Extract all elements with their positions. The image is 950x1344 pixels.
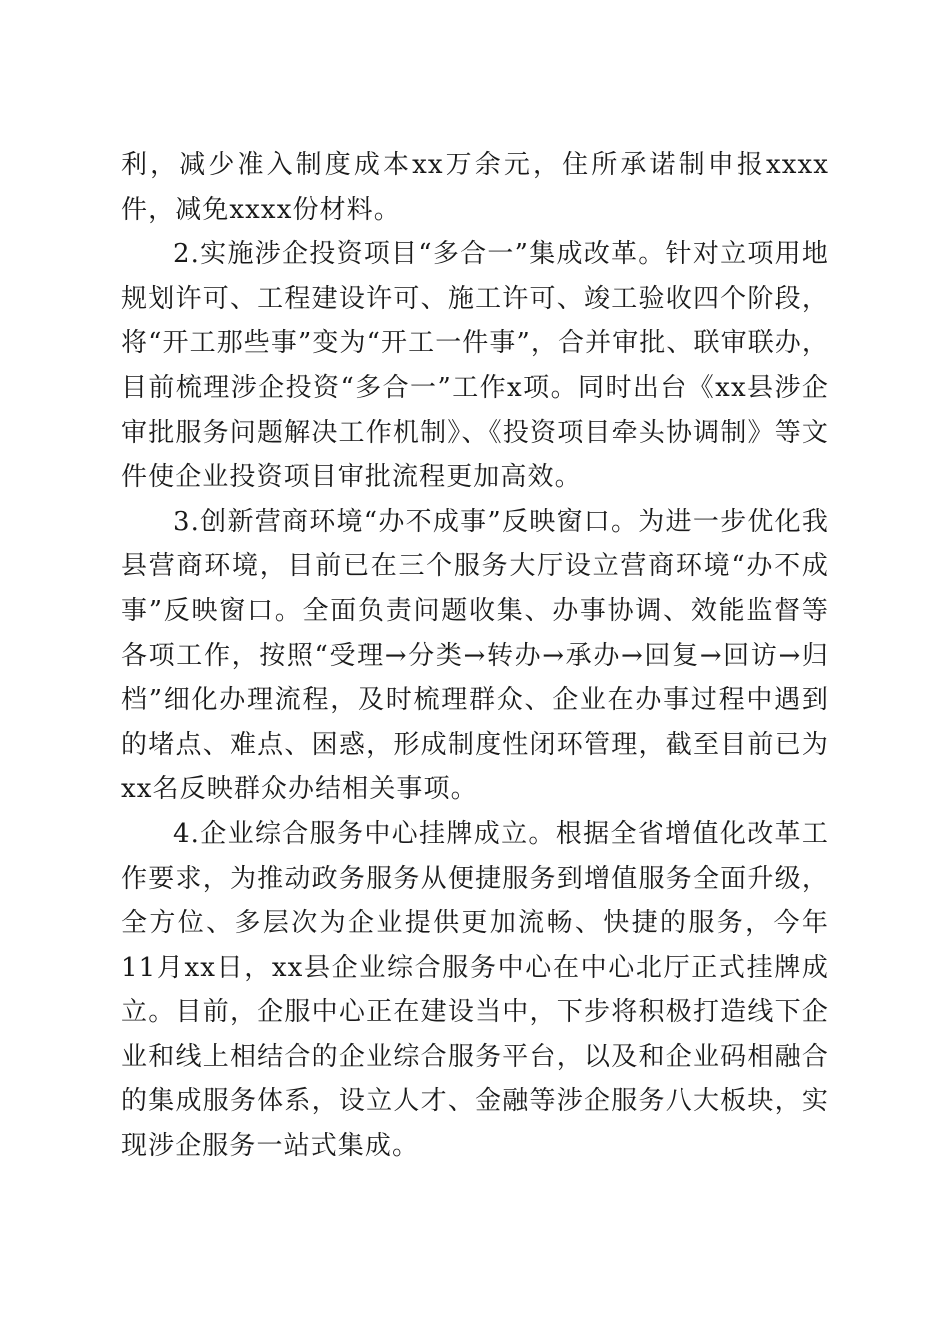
paragraph-item-2: 2.实施涉企投资项目“多合一”集成改革。针对立项用地规划许可、工程建设许可、施工许可、竣工验收四个阶段，将“开工那些事”变为“开工一件事”，合并审批、联审联办，目前梳理涉企投资“多合一”工作x项。同时出台《xx县涉企审批服务问题解决工作机制》、《投资项目牵头协调制》等文件使企业投资项目审批流程更加高效。 (121, 239, 829, 493)
paragraph-item-4: 4.企业综合服务中心挂牌成立。根据全省增值化改革工作要求，为推动政务服务从便捷服务到增值服务全面升级，全方位、多层次为企业提供更加流畅、快捷的服务，今年11月xx日，xx县企业综合服务中心在中心北厅正式挂牌成立。目前，企服中心正在建设当中，下步将积极打造线下企业和线上相结合的企业综合服务平台，以及和企业码相融合的集成服务体系，设立人才、金融等涉企服务八大板块，实现涉企服务一站式集成。 (121, 818, 829, 1162)
paragraph-item-3: 3.创新营商环境“办不成事”反映窗口。为进一步优化我县营商环境，目前已在三个服务大厅设立营商环境“办不成事”反映窗口。全面负责问题收集、办事协调、效能监督等各项工作，按照“受理→分类→转办→承办→回复→回访→归档”细化办理流程，及时梳理群众、企业在办事过程中遇到的堵点、难点、困惑，形成制度性闭环管理，截至目前已为xx名反映群众办结相关事项。 (121, 506, 829, 805)
document-body (121, 143, 829, 1169)
paragraph-continuation: 利，减少准入制度成本xx万余元，住所承诺制申报xxxx件，减免xxxx份材料。 (121, 150, 829, 225)
